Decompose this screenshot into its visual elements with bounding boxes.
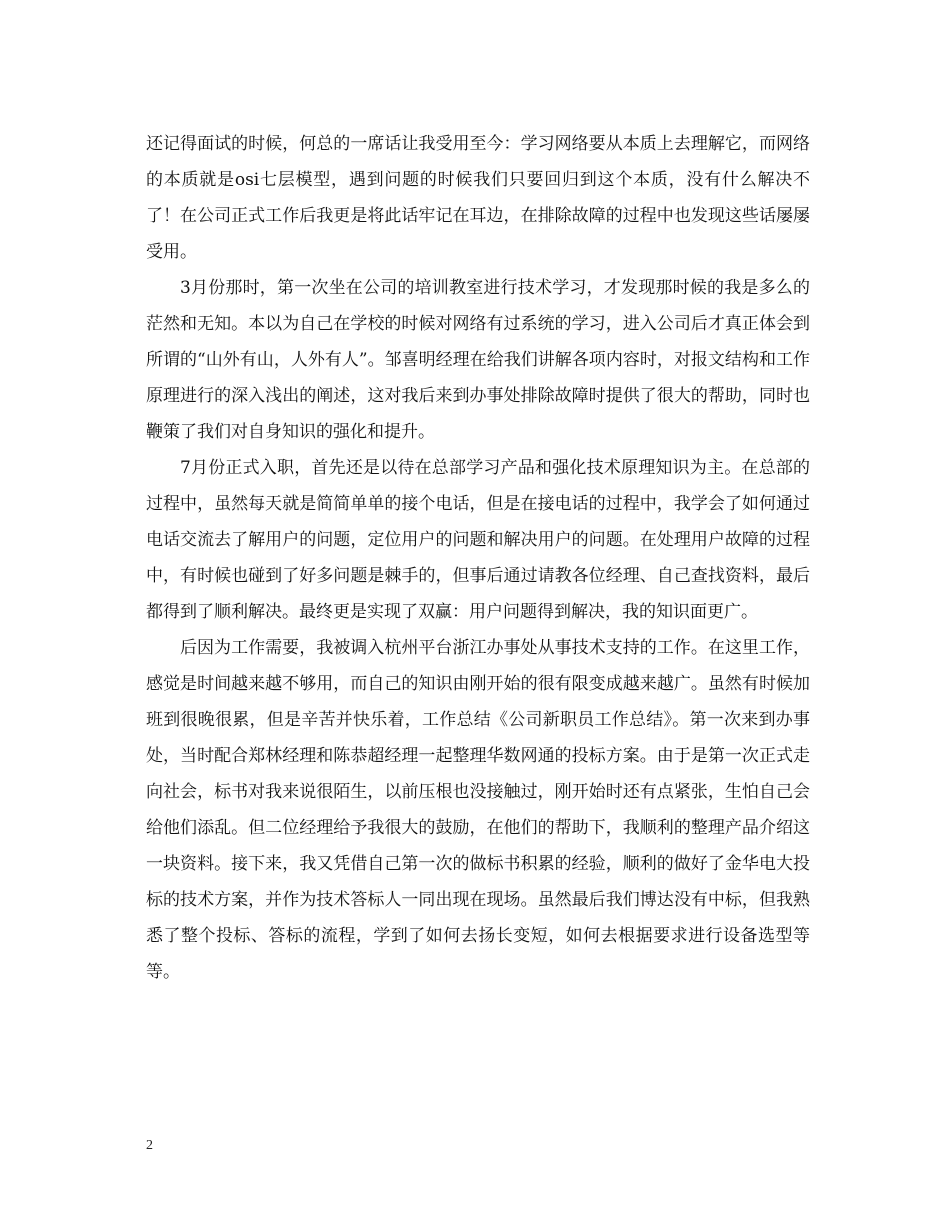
document-body bbox=[146, 126, 810, 990]
paragraph-1: 还记得面试的时候，何总的一席话让我受用至今：学习网络要从本质上去理解它，而网络的本质就是osi七层模型，遇到问题的时候我们只要回归到这个本质，没有什么解决不了！在公司正式工作后我更是将此话牢记在耳边，在排除故障的过程中也发现这些话屡屡受用。 bbox=[146, 134, 810, 262]
paragraph-3: 7月份正式入职，首先还是以待在总部学习产品和强化技术原理知识为主。在总部的过程中，虽然每天就是简简单单的接个电话，但是在接电话的过程中，我学会了如何通过电话交流去了解用户的问题，定位用户的问题和解决用户的问题。在处理用户故障的过程中，有时候也碰到了好多问题是棘手的，但事后通过请教各位经理、自己查找资料，最后都得到了顺利解决。最终更是实现了双赢：用户问题得到解决，我的知识面更广。 bbox=[146, 458, 810, 622]
paragraph-4: 后因为工作需要，我被调入杭州平台浙江办事处从事技术支持的工作。在这里工作，感觉是时间越来越不够用，而自己的知识由刚开始的很有限变成越来越广。虽然有时候加班到很晚很累，但是辛苦并快乐着，工作总结《公司新职员工作总结》。第一次来到办事处，当时配合郑林经理和陈恭超经理一起整理华数网通的投标方案。由于是第一次正式走向社会，标书对我来说很陌生，以前压根也没接触过，刚开始时还有点紧张，生怕自己会给他们添乱。但二位经理给予我很大的鼓励，在他们的帮助下，我顺利的整理产品介绍这一块资料。接下来，我又凭借自己第一次的做标书积累的经验，顺利的做好了金华电大投标的技术方案，并作为技术答标人一同出现在现场。虽然最后我们博达没有中标，但我熟悉了整个投标、答标的流程，学到了如何去扬长变短，如何去根据要求进行设备选型等等。 bbox=[146, 638, 810, 982]
paragraph-2: 3月份那时，第一次坐在公司的培训教室进行技术学习，才发现那时候的我是多么的茫然和无知。本以为自己在学校的时候对网络有过系统的学习，进入公司后才真正体会到所谓的“山外有山，人外有人”。邹喜明经理在给我们讲解各项内容时，对报文结构和工作原理进行的深入浅出的阐述，这对我后来到办事处排除故障时提供了很大的帮助，同时也鞭策了我们对自身知识的强化和提升。 bbox=[146, 278, 810, 442]
page-number: 2 bbox=[146, 1138, 153, 1153]
